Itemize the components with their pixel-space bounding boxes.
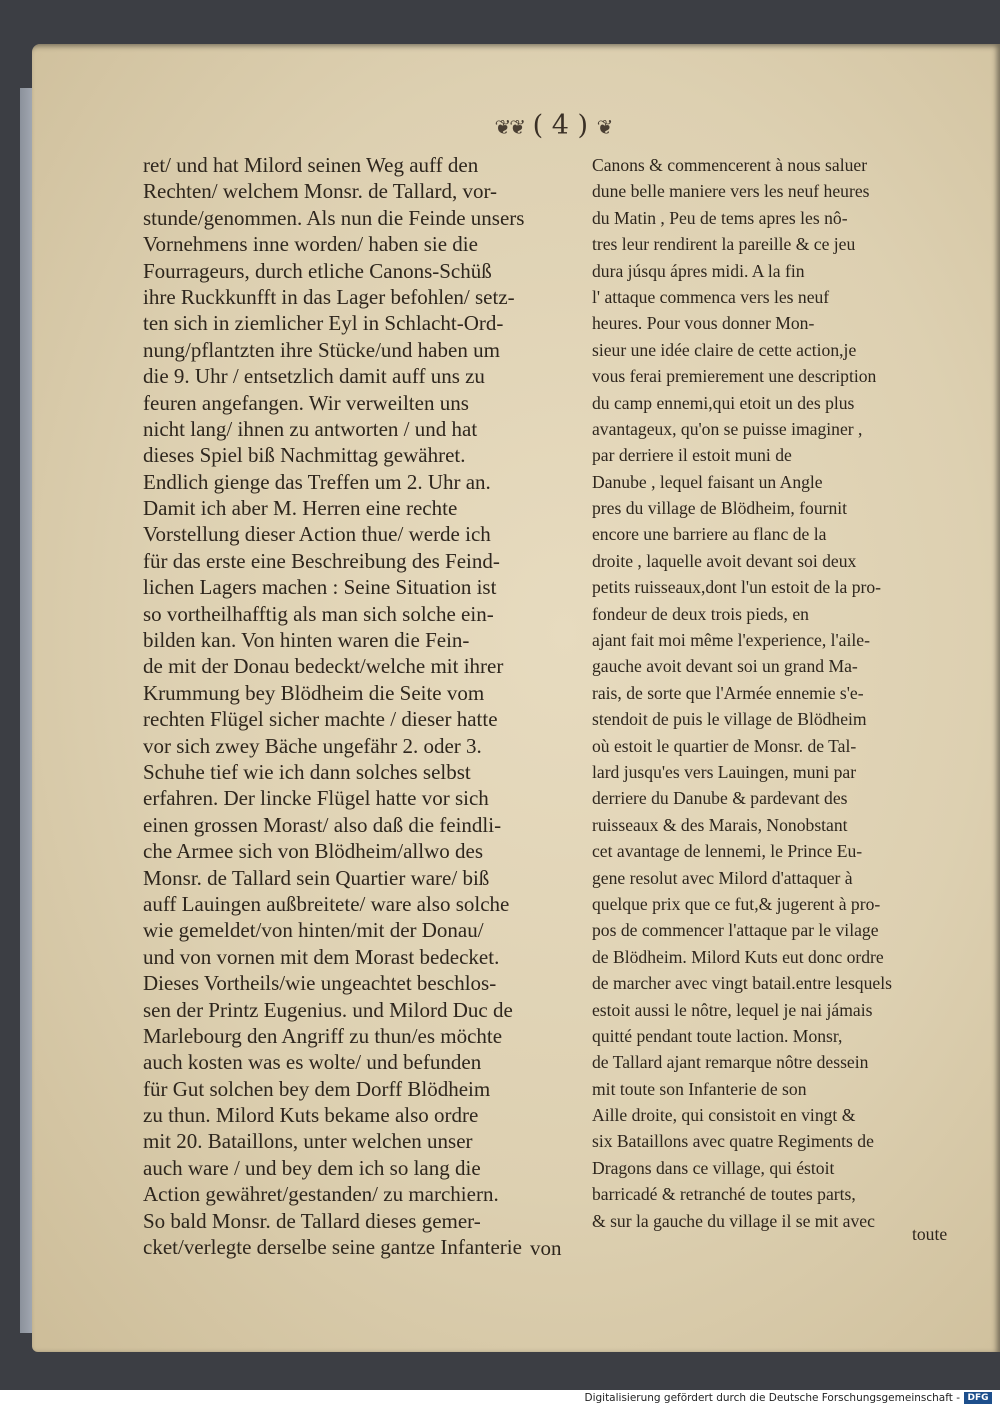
text-line: ihre Ruckkunfft in das Lager befohlen/ setz- [143, 284, 515, 309]
catchword-left: von [530, 1236, 562, 1260]
text-line: gauche avoit devant soi un grand Ma- [592, 656, 858, 677]
text-line: feuren angefangen. Wir verweilten uns [143, 390, 469, 415]
text-line: dieses Spiel biß Nachmittag gewähret. [143, 443, 466, 468]
text-line: petits ruisseaux,dont l'un estoit de la pro- [592, 577, 882, 598]
text-line: vor sich zwey Bäche ungefähr 2. oder 3. [143, 733, 482, 758]
text-line: einen grossen Morast/ also daß die feindli- [143, 812, 502, 837]
text-line: heures. Pour vous donner Mon- [592, 313, 815, 334]
text-line: derriere du Danube & pardevant des [592, 788, 848, 809]
text-line: auch ware / und bey dem ich so lang die [143, 1155, 481, 1180]
text-line: nung/pflantzten ihre Stücke/und haben um [143, 337, 500, 362]
text-line: stunde/genommen. Als nun die Feinde unsers [143, 205, 525, 230]
text-line: Fourrageurs, durch etliche Canons-Schüß [143, 258, 492, 283]
text-line: und von vornen mit dem Morast bedecket. [143, 944, 500, 969]
page-number: ( 4 ) [532, 110, 589, 141]
text-line: auff Lauingen außbreitete/ ware also solche [143, 891, 510, 916]
text-line: vous ferai premierement une description [592, 366, 877, 387]
text-line: l' attaque commenca vers les neuf [592, 286, 830, 307]
french-text-column [592, 152, 974, 1234]
text-line: six Bataillons avec quatre Regiments de [592, 1131, 874, 1152]
text-line: cet avantage de lennemi, le Prince Eu- [592, 841, 863, 862]
text-line: ajant fait moi même l'experience, l'aile- [592, 630, 870, 651]
text-line: du camp ennemi,qui etoit un des plus [592, 392, 855, 413]
text-line: Rechten/ welchem Monsr. de Tallard, vor- [143, 179, 498, 204]
text-line: für Gut solchen bey dem Dorff Blödheim [143, 1076, 491, 1101]
text-line: Dieses Vortheils/wie ungeachtet beschlos- [143, 971, 497, 996]
text-line: auch kosten was es wolte/ und befunden [143, 1050, 482, 1075]
text-line: so vortheilhafftig als man sich solche ein- [143, 601, 494, 626]
footer-credit: Digitalisierung gefördert durch die Deutsche Forschungsgemeinschaft - [584, 1392, 960, 1404]
text-line: fondeur de deux trois pieds, en [592, 603, 809, 624]
text-line: Danube , lequel faisant un Angle [592, 471, 823, 492]
text-line: Aille droite, qui consistoit en vingt & [592, 1105, 856, 1126]
text-line: zu thun. Milord Kuts bekame also ordre [143, 1103, 479, 1128]
text-line: Endlich gienge das Treffen um 2. Uhr an. [143, 469, 491, 494]
text-line: du Matin , Peu de tems apres les nô- [592, 207, 848, 228]
text-line: che Armee sich von Blödheim/allwo des [143, 839, 484, 864]
text-line: Vornehmens inne worden/ haben sie die [143, 232, 478, 257]
text-line: lichen Lagers machen : Seine Situation ist [143, 575, 497, 600]
text-line: bilden kan. Von hinten waren die Fein- [143, 628, 470, 653]
text-line: Krummung bey Blödheim die Seite vom [143, 680, 485, 705]
text-line: lard jusqu'es vers Lauingen, muni par [592, 761, 857, 782]
text-line: quelque prix que ce fut,& jugerent à pro- [592, 893, 881, 914]
text-line: mit toute son Infanterie de son [592, 1078, 807, 1099]
text-line: Schuhe tief wie ich dann solches selbst [143, 759, 471, 784]
text-line: par derriere il estoit muni de [592, 445, 792, 466]
text-line: barricadé & retranché de toutes parts, [592, 1184, 856, 1205]
text-line: Action gewähret/gestanden/ zu marchiern. [143, 1182, 499, 1207]
text-line: Dragons dans ce village, qui éstoit [592, 1157, 835, 1178]
text-line: de Tallard ajant remarque nôtre dessein [592, 1052, 869, 1073]
text-line: pres du village de Blödheim, fournit [592, 498, 848, 519]
text-line: droite , laquelle avoit devant soi deux [592, 550, 857, 571]
text-line: gene resolut avec Milord d'attaquer à [592, 867, 853, 888]
text-line: sen der Printz Eugenius. und Milord Duc de [143, 997, 513, 1022]
text-line: rais, de sorte que l'Armée ennemie s'e- [592, 682, 864, 703]
text-line: estoit aussi le nôtre, lequel je nai jámais [592, 999, 873, 1020]
ornament-left-icon: ❦❦ [494, 115, 525, 139]
text-line: die 9. Uhr / entsetzlich damit auff uns zu [143, 364, 485, 389]
text-line: cket/verlegte derselbe seine gantze Infanterie [143, 1235, 522, 1260]
text-line: mit 20. Bataillons, unter welchen unser [143, 1129, 473, 1154]
catchword-right: toute [912, 1224, 948, 1244]
text-line: de Blödheim. Milord Kuts eut donc ordre [592, 946, 884, 967]
text-line: stendoit de puis le village de Blödheim [592, 709, 867, 730]
text-line: où estoit le quartier de Monsr. de Tal- [592, 735, 857, 756]
text-line: Damit ich aber M. Herren eine rechte [143, 496, 458, 521]
text-line: wie gemeldet/von hinten/mit der Donau/ [143, 918, 484, 943]
german-text-column [143, 152, 583, 1260]
text-line: erfahren. Der lincke Flügel hatte vor sich [143, 786, 489, 811]
text-line: Canons & commencerent à nous saluer [592, 155, 868, 175]
text-line: rechten Flügel sicher machte / dieser hatte [143, 707, 498, 732]
ornament-right-icon: ❦ [596, 115, 612, 139]
page-header [438, 110, 668, 150]
text-line: dune belle maniere vers les neuf heures [592, 181, 870, 202]
text-line: & sur la gauche du village il se mit avec [592, 1210, 875, 1231]
text-line: encore une barriere au flanc de la [592, 524, 827, 545]
text-line: für das erste eine Beschreibung des Feind- [143, 548, 500, 573]
text-line: ten sich in ziemlicher Eyl in Schlacht-Ord- [143, 311, 504, 336]
text-line: de mit der Donau bedeckt/welche mit ihrer [143, 654, 504, 679]
text-line: ret/ und hat Milord seinen Weg auff den [143, 153, 479, 177]
text-line: ruisseaux & des Marais, Nonobstant [592, 814, 848, 835]
text-line: So bald Monsr. de Tallard dieses gemer- [143, 1208, 481, 1233]
text-line: Vorstellung dieser Action thue/ werde ich [143, 522, 491, 547]
text-line: dura júsqu ápres midi. A la fin [592, 260, 805, 281]
text-line: sieur une idée claire de cette action,je [592, 339, 857, 360]
text-line: Marlebourg den Angriff zu thun/es möchte [143, 1023, 503, 1048]
text-line: avantageux, qu'on se puisse imaginer , [592, 418, 863, 439]
text-line: Monsr. de Tallard sein Quartier ware/ biß [143, 865, 490, 890]
text-line: quitté pendant toute laction. Monsr, [592, 1025, 843, 1046]
text-line: tres leur rendirent la pareille & ce jeu [592, 234, 856, 255]
text-line: pos de commencer l'attaque par le vilage [592, 920, 879, 941]
text-line: nicht lang/ ihnen zu antworten / und hat [143, 416, 478, 441]
text-line: de marcher avec vingt batail.entre lesquels [592, 973, 892, 994]
dfg-logo-icon: DFG [964, 1392, 992, 1404]
